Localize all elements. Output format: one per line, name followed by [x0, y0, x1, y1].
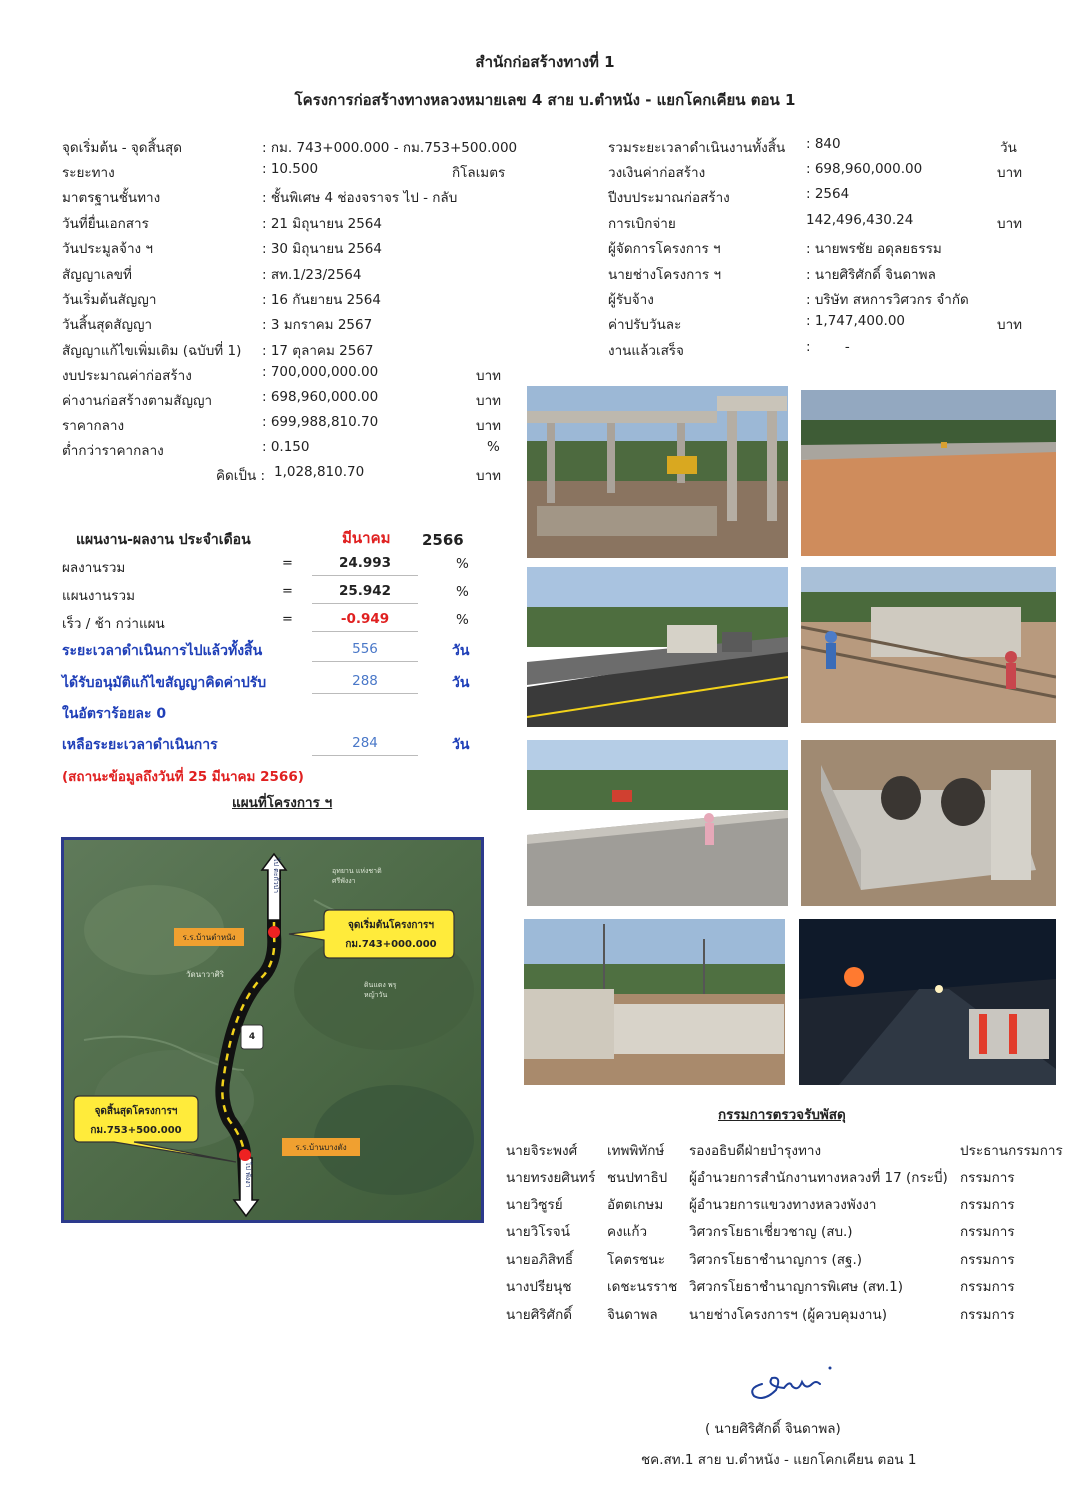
plan-row-eq: = [282, 584, 293, 599]
member-position: ผู้อำนวยการสำนักงานทางหลวงที่ 17 (กระบี่) [689, 1170, 948, 1186]
photo-night-paving [799, 919, 1056, 1085]
info-label: มาตรฐานชั้นทาง [62, 190, 161, 206]
member-last-name: ชนปทาธิป [607, 1170, 668, 1186]
plan-row-unit: % [456, 612, 469, 628]
info-unit: บาท [997, 216, 1023, 232]
member-role: กรรมการ [960, 1224, 1015, 1240]
route-number: 4 [248, 1032, 256, 1042]
plan-row-value: 24.993 [312, 555, 418, 576]
elapsed-value: 556 [312, 641, 418, 662]
member-role: กรรมการ [960, 1252, 1015, 1268]
info-label: วงเงินค่าก่อสร้าง [608, 165, 706, 181]
project-map [61, 837, 484, 1223]
member-role: ประธานกรรมการ [960, 1143, 1063, 1159]
place-label: วัดนาวาศิริ [186, 970, 225, 979]
committee-heading: กรรมการตรวจรับพัสดุ [718, 1107, 846, 1123]
committee-member [506, 1193, 1066, 1213]
signatory-name: ( นายศิริศักดิ์ จินดาพล) [705, 1421, 841, 1437]
plan-row-unit: % [456, 584, 469, 600]
plan-row-label: เร็ว / ช้า กว่าแผน [62, 616, 165, 632]
info-label: วันประมูลจ้าง ฯ [62, 241, 154, 257]
plan-row-value: 25.942 [312, 583, 418, 604]
plan-year: 2566 [422, 531, 464, 549]
approved-label: ได้รับอนุมัติแก้ไขสัญญาคิดค่าปรับ [62, 675, 267, 691]
info-value: : 698,960,000.00 [806, 161, 923, 177]
plan-month: มีนาคม [342, 529, 391, 547]
info-value: : 2564 [806, 186, 850, 202]
info-unit: บาท [476, 368, 502, 384]
info-unit: บาท [476, 393, 502, 409]
info-label: ค่าปรับวันละ [608, 317, 682, 333]
rate-label: ในอัตราร้อยละ 0 [62, 706, 167, 722]
start-callout-title: จุดเริ่มต้นโครงการฯ [347, 920, 435, 931]
info-value: : - [806, 339, 850, 355]
info-unit: บาท [997, 165, 1023, 181]
remaining-unit: วัน [452, 737, 470, 753]
map-heading: แผนที่โครงการ ฯ [232, 795, 333, 811]
south-arrow-label: ไป พังงา [244, 1162, 252, 1188]
plan-row-label: แผนงานรวม [62, 588, 135, 604]
committee-member [506, 1248, 1066, 1268]
info-label: นายช่างโครงการ ฯ [608, 267, 722, 283]
info-value: : 17 ตุลาคม 2567 [262, 343, 374, 359]
photo-concrete-pour [527, 740, 788, 906]
member-last-name: จินดาพล [607, 1307, 658, 1323]
info-value: : นายพรชัย อดุลยธรรม [806, 241, 942, 257]
photo-asphalt-paving [527, 567, 788, 727]
info-value: : 10.500 [262, 161, 319, 177]
info-value: : 0.150 [262, 439, 310, 455]
elapsed-unit: วัน [452, 643, 470, 659]
info-unit: % [487, 439, 500, 455]
info-unit: บาท [997, 317, 1023, 333]
info-unit: วัน [1000, 140, 1017, 156]
remaining-label: เหลือระยะเวลาดำเนินการ [62, 737, 218, 753]
start-callout-km: กม.743+000.000 [345, 939, 437, 950]
member-position: นายช่างโครงการฯ (ผู้ควบคุมงาน) [689, 1307, 888, 1323]
member-last-name: โคตรชนะ [607, 1252, 665, 1268]
info-label: รวมระยะเวลาดำเนินงานทั้งสิ้น [608, 140, 786, 156]
end-callout-title: จุดสิ้นสุดโครงการฯ [94, 1106, 178, 1117]
member-last-name: เดชะนรราช [607, 1279, 678, 1295]
end-callout [78, 1102, 194, 1140]
signatory-position: ชค.สท.1 สาย บ.ตำหนัง - แยกโคกเคียน ตอน 1 [641, 1452, 917, 1468]
photo-box-culvert [801, 740, 1056, 906]
place-label: อุทยาน แห่งชาติ ศรีพังงา [332, 867, 382, 885]
plan-row-eq: = [282, 612, 293, 627]
map-image [64, 840, 481, 1220]
member-first-name: นายวิซูรย์ [506, 1197, 563, 1213]
info-label: งบประมาณค่าก่อสร้าง [62, 368, 192, 384]
info-label: ปีงบประมาณก่อสร้าง [608, 190, 730, 206]
info-value: : ชั้นพิเศษ 4 ช่องจราจร ไป - กลับ [262, 190, 458, 206]
info-value: 142,496,430.24 [806, 212, 914, 228]
member-role: กรรมการ [960, 1279, 1015, 1295]
info-label: ราคากลาง [62, 418, 125, 434]
member-first-name: นายอภิสิทธิ์ [506, 1252, 574, 1268]
info-value: : 699,988,810.70 [262, 414, 379, 430]
info-value: : บริษัท สหการวิศวกร จำกัด [806, 292, 969, 308]
info-unit: บาท [476, 418, 502, 434]
info-value: : 30 มิถุนายน 2564 [262, 241, 382, 257]
member-role: กรรมการ [960, 1170, 1015, 1186]
committee-member [506, 1303, 1066, 1323]
photo-bridge-construction [527, 386, 788, 558]
info-label: สัญญาเลขที่ [62, 267, 132, 283]
plan-row-eq: = [282, 556, 293, 571]
info-unit: กิโลเมตร [452, 165, 506, 181]
member-last-name: คงแก้ว [607, 1224, 648, 1240]
info-value: : นายศิริศักดิ์ จินดาพล [806, 267, 936, 283]
committee-member [506, 1166, 1066, 1186]
member-role: กรรมการ [960, 1307, 1015, 1323]
info-label: งานแล้วเสร็จ [608, 343, 684, 359]
equals-label: คิดเป็น : [216, 468, 266, 484]
member-first-name: นายทรงยศินทร์ [506, 1170, 596, 1186]
info-value: : 700,000,000.00 [262, 364, 379, 380]
info-label: วันเริ่มต้นสัญญา [62, 292, 157, 308]
info-label: การเบิกจ่าย [608, 216, 676, 232]
signature-scribble [742, 1362, 838, 1406]
member-first-name: นางปรียนุช [506, 1279, 572, 1295]
info-label: ผู้จัดการโครงการ ฯ [608, 241, 721, 257]
plan-row-label: ผลงานรวม [62, 560, 126, 576]
committee-member [506, 1220, 1066, 1240]
equals-unit: บาท [476, 468, 502, 484]
plan-heading: แผนงาน-ผลงาน ประจำเดือน [76, 532, 251, 548]
info-value: : 3 มกราคม 2567 [262, 317, 373, 333]
approved-value: 288 [312, 673, 418, 694]
project-title: โครงการก่อสร้างทางหลวงหมายเลข 4 สาย บ.ตำหนัง - แยกโคกเคียน ตอน 1 [294, 91, 796, 109]
office-title: สำนักก่อสร้างทางที่ 1 [475, 53, 615, 71]
status-note: (สถานะข้อมูลถึงวันที่ 25 มีนาคม 2566) [62, 769, 304, 785]
school-bottom-label: ร.ร.บ้านบางตัง [295, 1143, 347, 1152]
start-callout [331, 916, 451, 954]
north-arrow-label: ไป ตะกั่วป่า [272, 858, 280, 894]
committee-member [506, 1139, 1066, 1159]
member-last-name: อัตตเกษม [607, 1197, 664, 1213]
place-label: ดินแดง พรุหญ้าวัน [364, 981, 397, 999]
member-role: กรรมการ [960, 1197, 1015, 1213]
member-position: ผู้อำนวยการแขวงทางหลวงพังงา [689, 1197, 877, 1213]
photo-retaining-wall [524, 919, 785, 1085]
photo-workers-rebar [801, 567, 1056, 723]
member-last-name: เทพพิทักษ์ [607, 1143, 665, 1159]
member-position: วิศวกรโยธาชำนาญการพิเศษ (สท.1) [689, 1279, 904, 1295]
plan-row-value: -0.949 [312, 611, 418, 632]
info-value: : กม. 743+000.000 - กม.753+500.000 [262, 140, 518, 156]
elapsed-label: ระยะเวลาดำเนินการไปแล้วทั้งสิ้น [62, 643, 263, 659]
member-first-name: นายจิระพงศ์ [506, 1143, 578, 1159]
committee-member [506, 1275, 1066, 1295]
info-label: สัญญาแก้ไขเพิ่มเติม (ฉบับที่ 1) [62, 343, 242, 359]
info-label: ผู้รับจ้าง [608, 292, 654, 308]
end-callout-km: กม.753+500.000 [90, 1125, 182, 1136]
school-top-label: ร.ร.บ้านตำหนัง [182, 933, 236, 942]
member-first-name: นายวิโรจน์ [506, 1224, 570, 1240]
plan-row-unit: % [456, 556, 469, 572]
info-label: วันที่ยื่นเอกสาร [62, 216, 149, 232]
approved-unit: วัน [452, 675, 470, 691]
info-label: ต่ำกว่าราคากลาง [62, 443, 164, 459]
equals-value: 1,028,810.70 [274, 464, 365, 480]
photo-road-subgrade [801, 390, 1056, 556]
info-label: ระยะทาง [62, 165, 115, 181]
member-position: วิศวกรโยธาเชี่ยวชาญ (สบ.) [689, 1224, 853, 1240]
info-value: : สท.1/23/2564 [262, 267, 362, 283]
info-value: : 16 กันยายน 2564 [262, 292, 381, 308]
member-position: วิศวกรโยธาชำนาญการ (สฐ.) [689, 1252, 863, 1268]
info-label: จุดเริ่มต้น - จุดสิ้นสุด [62, 140, 183, 156]
member-first-name: นายศิริศักดิ์ [506, 1307, 573, 1323]
info-label: วันสิ้นสุดสัญญา [62, 317, 153, 333]
info-value: : 1,747,400.00 [806, 313, 906, 329]
info-label: ค่างานก่อสร้างตามสัญญา [62, 393, 213, 409]
member-position: รองอธิบดีฝ่ายบำรุงทาง [689, 1143, 822, 1159]
info-value: : 698,960,000.00 [262, 389, 379, 405]
info-value: : 840 [806, 136, 841, 152]
remaining-value: 284 [312, 735, 418, 756]
info-value: : 21 มิถุนายน 2564 [262, 216, 382, 232]
